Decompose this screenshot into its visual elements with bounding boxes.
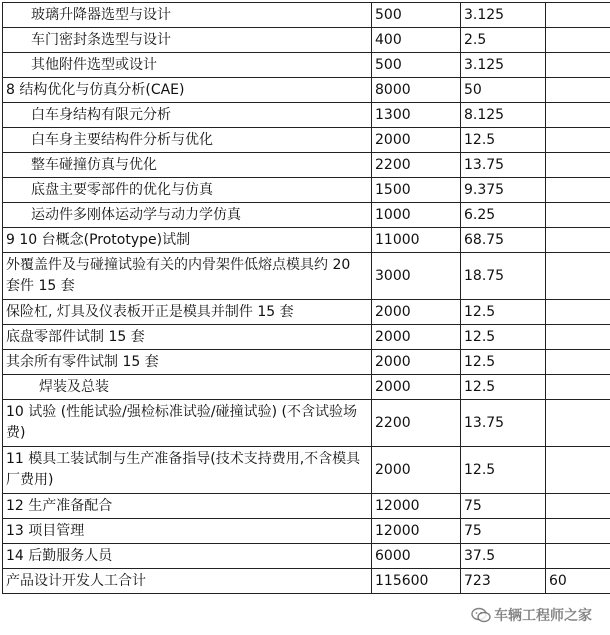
cost-cell: 500 xyxy=(372,53,461,78)
person-month-cell: 9.375 xyxy=(461,178,546,203)
person-month-cell: 75 xyxy=(461,519,546,544)
extra-cell xyxy=(546,103,610,128)
person-month-cell: 50 xyxy=(461,78,546,103)
table-row xyxy=(3,400,610,447)
watermark-text: 车辆工程师之家 xyxy=(494,608,592,624)
cost-cell: 2200 xyxy=(372,153,461,178)
extra-cell xyxy=(546,325,610,350)
cost-cell: 1500 xyxy=(372,178,461,203)
person-month-cell: 723 xyxy=(461,569,546,594)
person-month-cell: 37.5 xyxy=(461,544,546,569)
extra-cell xyxy=(546,3,610,28)
cost-cell: 2000 xyxy=(372,325,461,350)
person-month-cell: 12.5 xyxy=(461,447,546,494)
item-name-cell: 白车身结构有限元分析 xyxy=(3,103,372,128)
person-month-cell: 13.75 xyxy=(461,400,546,447)
extra-cell xyxy=(546,253,610,300)
person-month-cell: 6.25 xyxy=(461,203,546,228)
table-row xyxy=(3,375,610,400)
cost-cell: 500 xyxy=(372,3,461,28)
person-month-cell: 12.5 xyxy=(461,350,546,375)
cost-cell: 12000 xyxy=(372,494,461,519)
cost-cell: 400 xyxy=(372,28,461,53)
person-month-cell: 13.75 xyxy=(461,153,546,178)
person-month-cell: 2.5 xyxy=(461,28,546,53)
table-row xyxy=(3,153,610,178)
item-name-cell: 整车碰撞仿真与优化 xyxy=(3,153,372,178)
wechat-icon xyxy=(471,607,491,623)
table-row xyxy=(3,350,610,375)
table-row xyxy=(3,569,610,594)
person-month-cell: 18.75 xyxy=(461,253,546,300)
item-name-cell: 底盘主要零部件的优化与仿真 xyxy=(3,178,372,203)
extra-cell xyxy=(546,400,610,447)
person-month-cell: 8.125 xyxy=(461,103,546,128)
extra-cell xyxy=(546,300,610,325)
item-name-cell: 其余所有零件试制 15 套 xyxy=(3,350,372,375)
cost-cell: 3000 xyxy=(372,253,461,300)
cost-cell: 2000 xyxy=(372,350,461,375)
extra-cell xyxy=(546,375,610,400)
person-month-cell: 12.5 xyxy=(461,128,546,153)
cost-cell: 2000 xyxy=(372,447,461,494)
extra-cell xyxy=(546,350,610,375)
table-row xyxy=(3,78,610,103)
item-name-cell: 10 试验 (性能试验/强检标准试验/碰撞试验) (不含试验场费) xyxy=(3,400,372,447)
person-month-cell: 12.5 xyxy=(461,325,546,350)
cost-cell: 2200 xyxy=(372,400,461,447)
item-name-cell: 运动件多刚体运动学与动力学仿真 xyxy=(3,203,372,228)
extra-cell xyxy=(546,178,610,203)
item-name-cell: 产品设计开发人工合计 xyxy=(3,569,372,594)
extra-cell xyxy=(546,447,610,494)
table-row xyxy=(3,300,610,325)
table-row xyxy=(3,494,610,519)
person-month-cell: 75 xyxy=(461,494,546,519)
extra-cell xyxy=(546,228,610,253)
table-row xyxy=(3,544,610,569)
item-name-cell: 车门密封条选型与设计 xyxy=(3,28,372,53)
cost-cell: 2000 xyxy=(372,300,461,325)
person-month-cell: 3.125 xyxy=(461,3,546,28)
item-name-cell: 焊装及总装 xyxy=(3,375,372,400)
watermark xyxy=(471,605,592,625)
cost-cell: 115600 xyxy=(372,569,461,594)
extra-cell xyxy=(546,53,610,78)
extra-cell xyxy=(546,519,610,544)
cost-cell: 6000 xyxy=(372,544,461,569)
cost-cell: 2000 xyxy=(372,128,461,153)
item-name-cell: 8 结构优化与仿真分析(CAE) xyxy=(3,78,372,103)
item-name-cell: 玻璃升降器选型与设计 xyxy=(3,3,372,28)
extra-cell: 60 xyxy=(546,569,610,594)
cost-cell: 8000 xyxy=(372,78,461,103)
item-name-cell: 保险杠, 灯具及仪表板开正是模具并制件 15 套 xyxy=(3,300,372,325)
person-month-cell: 68.75 xyxy=(461,228,546,253)
item-name-cell: 外覆盖件及与碰撞试验有关的内骨架件低熔点模具约 20 套件 15 套 xyxy=(3,253,372,300)
table-row xyxy=(3,519,610,544)
cost-table-body xyxy=(3,3,610,594)
cost-cell: 11000 xyxy=(372,228,461,253)
item-name-cell: 12 生产准备配合 xyxy=(3,494,372,519)
table-row xyxy=(3,203,610,228)
table-row xyxy=(3,447,610,494)
item-name-cell: 11 模具工装试制与生产准备指导(技术支持费用,不含模具厂费用) xyxy=(3,447,372,494)
table-row xyxy=(3,253,610,300)
extra-cell xyxy=(546,28,610,53)
item-name-cell: 14 后勤服务人员 xyxy=(3,544,372,569)
cost-cell: 2000 xyxy=(372,375,461,400)
extra-cell xyxy=(546,78,610,103)
item-name-cell: 其他附件选型或设计 xyxy=(3,53,372,78)
item-name-cell: 白车身主要结构件分析与优化 xyxy=(3,128,372,153)
table-row xyxy=(3,53,610,78)
table-row xyxy=(3,103,610,128)
extra-cell xyxy=(546,128,610,153)
item-name-cell: 13 项目管理 xyxy=(3,519,372,544)
extra-cell xyxy=(546,153,610,178)
table-row xyxy=(3,178,610,203)
table-row xyxy=(3,28,610,53)
table-row xyxy=(3,3,610,28)
cost-cell: 1300 xyxy=(372,103,461,128)
cost-table xyxy=(2,2,610,594)
table-row xyxy=(3,128,610,153)
extra-cell xyxy=(546,203,610,228)
extra-cell xyxy=(546,544,610,569)
item-name-cell: 底盘零部件试制 15 套 xyxy=(3,325,372,350)
item-name-cell: 9 10 台概念(Prototype)试制 xyxy=(3,228,372,253)
table-row xyxy=(3,228,610,253)
cost-cell: 12000 xyxy=(372,519,461,544)
person-month-cell: 3.125 xyxy=(461,53,546,78)
person-month-cell: 12.5 xyxy=(461,300,546,325)
extra-cell xyxy=(546,494,610,519)
table-row xyxy=(3,325,610,350)
cost-cell: 1000 xyxy=(372,203,461,228)
person-month-cell: 12.5 xyxy=(461,375,546,400)
